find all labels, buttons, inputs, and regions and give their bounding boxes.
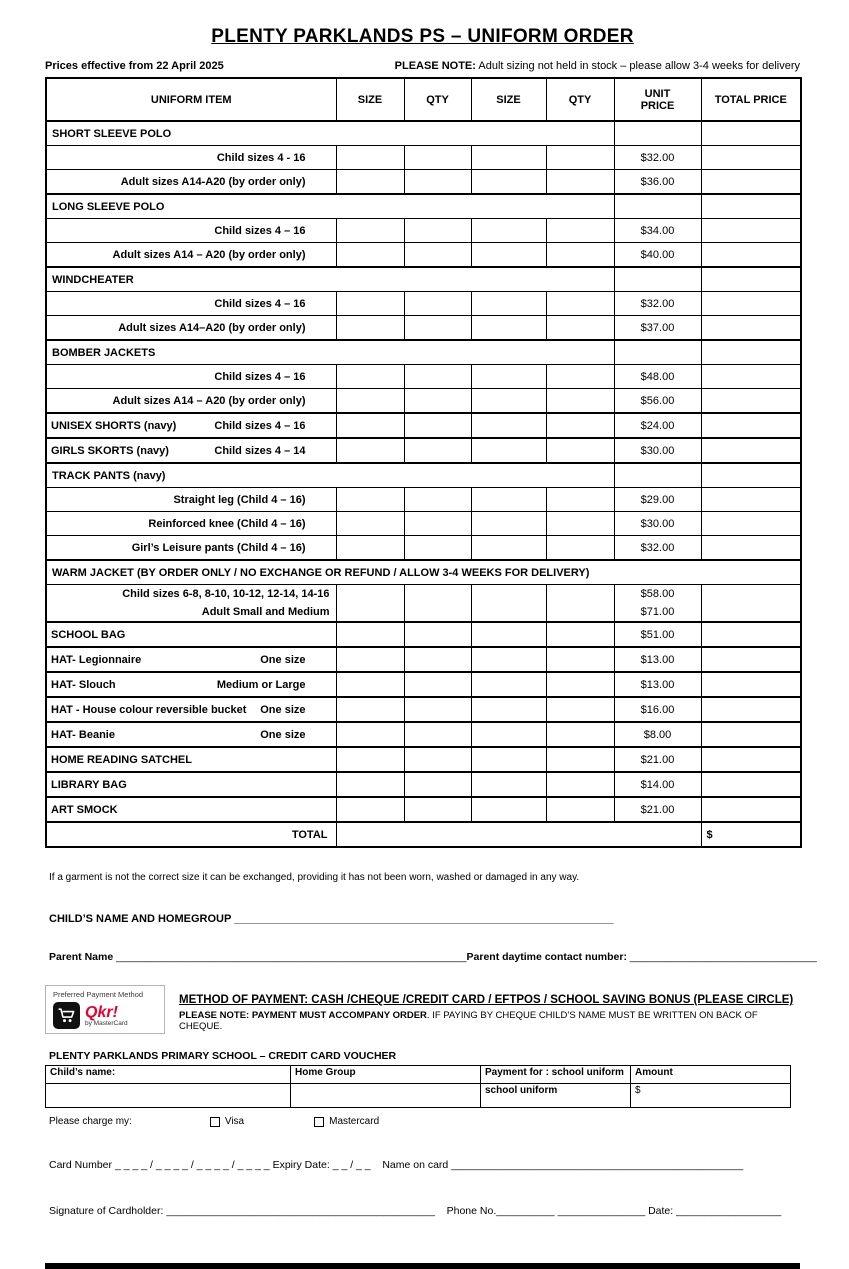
payment-note-bold: PLEASE NOTE: PAYMENT MUST ACCOMPANY ORDER xyxy=(179,1010,427,1021)
item-desc xyxy=(46,697,336,722)
name-on-card-blank-line[interactable]: __________________________________________________ xyxy=(451,1159,744,1171)
col-total-price: TOTAL PRICE xyxy=(701,78,801,121)
size-cell[interactable] xyxy=(336,488,404,512)
size-cell[interactable] xyxy=(336,170,404,195)
qty-cell[interactable] xyxy=(546,438,614,463)
order-table-body xyxy=(46,121,801,822)
item-row xyxy=(46,697,801,722)
unit-price: $40.00 xyxy=(614,243,701,268)
item-name: HAT- Slouch xyxy=(51,678,116,691)
item-row xyxy=(46,365,801,389)
total-price-cell[interactable] xyxy=(701,512,801,536)
section-label: TRACK PANTS (navy) xyxy=(46,463,614,488)
payment-note-line xyxy=(179,1010,800,1032)
item-name: SCHOOL BAG xyxy=(51,628,126,641)
total-price-cell[interactable] xyxy=(701,647,801,672)
total-price-cell[interactable] xyxy=(701,585,801,623)
total-spacer-cell xyxy=(336,822,701,847)
voucher-amount-input[interactable]: $ xyxy=(631,1084,791,1108)
item-desc: Girl’s Leisure pants (Child 4 – 16) xyxy=(46,536,336,561)
size-cell[interactable] xyxy=(471,316,546,341)
voucher-child-name-input[interactable] xyxy=(46,1084,291,1108)
qkr-by-mastercard-text: by MasterCard xyxy=(85,1019,128,1027)
unit-price: $48.00 xyxy=(614,365,701,389)
qty-cell[interactable] xyxy=(546,585,614,623)
sizing-note-text: Adult sizing not held in stock – please allow 3-4 weeks for delivery xyxy=(475,60,800,72)
qkr-wordmark xyxy=(85,1005,128,1027)
qty-cell[interactable] xyxy=(404,146,471,170)
item-desc: Adult sizes A14 – A20 (by order only) xyxy=(46,389,336,414)
size-cell[interactable] xyxy=(336,772,404,797)
total-price-cell[interactable] xyxy=(701,672,801,697)
qty-cell[interactable] xyxy=(546,747,614,772)
item-name: HOME READING SATCHEL xyxy=(51,753,192,766)
qty-cell[interactable] xyxy=(546,488,614,512)
sizing-note-label: PLEASE NOTE: xyxy=(394,60,476,72)
size-cell[interactable] xyxy=(336,585,404,623)
voucher-entry-row xyxy=(46,1084,791,1108)
section-row xyxy=(46,267,801,292)
qty-cell[interactable] xyxy=(546,772,614,797)
size-cell[interactable] xyxy=(336,365,404,389)
section-label: WINDCHEATER xyxy=(46,267,614,292)
item-row xyxy=(46,622,801,647)
item-desc xyxy=(46,722,336,747)
qkr-logo-box xyxy=(45,985,165,1034)
qty-cell[interactable] xyxy=(546,170,614,195)
grand-total-cell[interactable]: $ xyxy=(701,822,801,847)
total-price-cell[interactable] xyxy=(701,747,801,772)
size-cell[interactable] xyxy=(336,647,404,672)
unit-price: $16.00 xyxy=(614,697,701,722)
total-price-cell[interactable] xyxy=(701,170,801,195)
item-row xyxy=(46,722,801,747)
qty-cell[interactable] xyxy=(404,389,471,414)
parent-contact-row xyxy=(49,951,817,963)
qty-cell[interactable] xyxy=(404,697,471,722)
size-cell[interactable] xyxy=(471,219,546,243)
date-label: Date: xyxy=(648,1205,674,1217)
voucher-title: PLENTY PARKLANDS PRIMARY SCHOOL – CREDIT CARD VOUCHER xyxy=(49,1050,397,1062)
phone-blank-line[interactable]: __________ _______________ xyxy=(496,1205,646,1217)
voucher-header-row xyxy=(46,1066,791,1084)
section-row xyxy=(46,340,801,365)
contact-number-blank-line[interactable]: ________________________________ xyxy=(629,951,817,963)
total-price-cell[interactable] xyxy=(701,146,801,170)
size-cell[interactable] xyxy=(471,722,546,747)
qty-cell[interactable] xyxy=(404,243,471,268)
qty-cell[interactable] xyxy=(546,797,614,822)
unit-price-cell xyxy=(614,463,701,488)
qty-cell[interactable] xyxy=(404,316,471,341)
child-name-blank-line[interactable]: ______________________________________________________________ xyxy=(234,913,614,925)
total-price-cell[interactable] xyxy=(701,316,801,341)
col-qty-2: QTY xyxy=(546,78,614,121)
visa-checkbox[interactable] xyxy=(210,1117,220,1127)
size-cell[interactable] xyxy=(336,672,404,697)
size-cell[interactable] xyxy=(471,772,546,797)
qty-cell[interactable] xyxy=(404,292,471,316)
expiry-date-label: Expiry Date: xyxy=(272,1159,330,1171)
payment-method-section xyxy=(45,985,800,1034)
size-cell[interactable] xyxy=(336,536,404,561)
item-row xyxy=(46,146,801,170)
col-qty-1: QTY xyxy=(404,78,471,121)
unit-price-cell xyxy=(614,267,701,292)
col-unit-price xyxy=(614,78,701,121)
qty-cell[interactable] xyxy=(546,697,614,722)
card-number-row xyxy=(49,1159,800,1171)
size-cell[interactable] xyxy=(471,146,546,170)
size-cell[interactable] xyxy=(471,170,546,195)
size-cell[interactable] xyxy=(336,438,404,463)
child-name-homegroup-row xyxy=(49,913,800,925)
section-row xyxy=(46,121,801,146)
item-desc: Child sizes 4 – 16 xyxy=(46,365,336,389)
unit-price: $58.00 $71.00 xyxy=(614,585,701,623)
section-label: BOMBER JACKETS xyxy=(46,340,614,365)
mastercard-label: Mastercard xyxy=(329,1116,380,1127)
size-cell[interactable] xyxy=(336,292,404,316)
qty-cell[interactable] xyxy=(404,622,471,647)
item-row xyxy=(46,292,801,316)
qty-cell[interactable] xyxy=(404,772,471,797)
voucher-home-group-input[interactable] xyxy=(291,1084,481,1108)
item-row xyxy=(46,536,801,561)
qty-cell[interactable] xyxy=(404,219,471,243)
total-price-cell[interactable] xyxy=(701,722,801,747)
size-cell[interactable] xyxy=(336,722,404,747)
qty-cell[interactable] xyxy=(404,488,471,512)
qty-cell[interactable] xyxy=(546,647,614,672)
size-cell[interactable] xyxy=(336,747,404,772)
parent-name-label: Parent Name xyxy=(49,951,114,963)
size-cell[interactable] xyxy=(336,413,404,438)
size-cell[interactable] xyxy=(471,797,546,822)
preferred-payment-label: Preferred Payment Method xyxy=(53,990,144,999)
qty-cell[interactable] xyxy=(404,438,471,463)
item-row xyxy=(46,413,801,438)
method-of-payment-line: METHOD OF PAYMENT: CASH /CHEQUE /CREDIT CARD / EFTPOS / SCHOOL SAVING BONUS (PLEASE CIRCLE) xyxy=(179,994,794,1006)
size-cell[interactable] xyxy=(471,697,546,722)
qty-cell[interactable] xyxy=(546,243,614,268)
qty-cell[interactable] xyxy=(546,365,614,389)
item-row xyxy=(46,488,801,512)
col-size-1: SIZE xyxy=(336,78,404,121)
size-cell[interactable] xyxy=(336,622,404,647)
size-cell[interactable] xyxy=(471,536,546,561)
unit-price: $14.00 xyxy=(614,772,701,797)
total-price-cell[interactable] xyxy=(701,413,801,438)
qty-cell[interactable] xyxy=(546,622,614,647)
section-label: SHORT SLEEVE POLO xyxy=(46,121,614,146)
item-name: HAT- Beanie xyxy=(51,728,115,741)
qty-cell[interactable] xyxy=(546,219,614,243)
item-desc xyxy=(46,672,336,697)
child-name-label: CHILD’S NAME AND HOMEGROUP xyxy=(49,913,232,925)
size-cell[interactable] xyxy=(336,219,404,243)
unit-price: $34.00 xyxy=(614,219,701,243)
qty-cell[interactable] xyxy=(404,170,471,195)
page-footer-bar xyxy=(45,1263,800,1269)
item-size-desc: One size xyxy=(260,653,306,666)
total-price-cell[interactable] xyxy=(701,797,801,822)
payment-note-rest: . IF PAYING BY CHEQUE CHILD’S NAME MUST BE WRITTEN ON BACK OF CHEQUE. xyxy=(179,1010,758,1032)
total-price-cell[interactable] xyxy=(701,622,801,647)
date-blank-line[interactable]: __________________ xyxy=(676,1205,782,1217)
qty-cell[interactable] xyxy=(546,722,614,747)
qty-cell[interactable] xyxy=(404,413,471,438)
item-name: HAT - House colour reversible bucket xyxy=(51,703,247,716)
item-desc xyxy=(46,647,336,672)
unit-price: $30.00 xyxy=(614,438,701,463)
credit-card-voucher-table xyxy=(45,1065,791,1108)
page-title: PLENTY PARKLANDS PS – UNIFORM ORDER xyxy=(211,26,634,47)
total-price-cell[interactable] xyxy=(701,267,801,292)
item-row xyxy=(46,316,801,341)
size-cell[interactable] xyxy=(471,292,546,316)
qty-cell[interactable] xyxy=(546,292,614,316)
unit-price: $21.00 xyxy=(614,797,701,822)
unit-price: $51.00 xyxy=(614,622,701,647)
size-cell[interactable] xyxy=(336,797,404,822)
voucher-payment-for-value: school uniform xyxy=(481,1084,631,1108)
card-number-label: Card Number xyxy=(49,1159,113,1171)
size-cell[interactable] xyxy=(336,697,404,722)
item-desc: Child sizes 6-8, 8-10, 10-12, 12-14, 14-16 Adult Small and Medium xyxy=(46,585,336,623)
qty-cell[interactable] xyxy=(404,512,471,536)
size-cell[interactable] xyxy=(471,512,546,536)
size-cell[interactable] xyxy=(336,512,404,536)
qty-cell[interactable] xyxy=(404,585,471,623)
unit-price: $56.00 xyxy=(614,389,701,414)
qty-cell[interactable] xyxy=(546,146,614,170)
col-uniform-item: UNIFORM ITEM xyxy=(46,78,336,121)
voucher-child-name-label: Child’s name: xyxy=(46,1066,291,1084)
visa-label: Visa xyxy=(224,1116,245,1127)
unit-price: $29.00 xyxy=(614,488,701,512)
item-row xyxy=(46,647,801,672)
item-size-desc: One size xyxy=(260,728,306,741)
item-desc: Child sizes 4 - 16 xyxy=(46,146,336,170)
col-size-2: SIZE xyxy=(471,78,546,121)
charge-card-row xyxy=(49,1116,800,1127)
size-cell[interactable] xyxy=(471,672,546,697)
item-name: ART SMOCK xyxy=(51,803,118,816)
item-row xyxy=(46,585,801,623)
size-cell[interactable] xyxy=(471,243,546,268)
uniform-order-table xyxy=(45,77,802,848)
mastercard-checkbox[interactable] xyxy=(314,1117,324,1127)
signature-label: Signature of Cardholder: xyxy=(49,1205,164,1217)
voucher-payment-for-label: Payment for : school uniform xyxy=(481,1066,631,1084)
item-row xyxy=(46,389,801,414)
phone-label: Phone No. xyxy=(446,1205,497,1217)
qty-cell[interactable] xyxy=(404,536,471,561)
qkr-brand-text: Qkr! xyxy=(85,1003,118,1021)
total-price-cell[interactable] xyxy=(701,340,801,365)
item-desc: Child sizes 4 – 16 xyxy=(46,219,336,243)
item-desc xyxy=(46,438,336,463)
total-price-cell[interactable] xyxy=(701,389,801,414)
total-price-cell[interactable] xyxy=(701,243,801,268)
item-desc xyxy=(46,413,336,438)
unit-price: $30.00 xyxy=(614,512,701,536)
section-row xyxy=(46,463,801,488)
section-row xyxy=(46,560,801,585)
parent-name-blank-line[interactable]: ____________________________________________________________ xyxy=(116,951,467,963)
item-row xyxy=(46,672,801,697)
size-cell[interactable] xyxy=(471,622,546,647)
size-cell[interactable] xyxy=(336,243,404,268)
order-table-header-row xyxy=(46,78,801,121)
unit-price: $13.00 xyxy=(614,647,701,672)
item-row xyxy=(46,170,801,195)
item-row xyxy=(46,747,801,772)
total-price-cell[interactable] xyxy=(701,219,801,243)
col-unit-price-label: UNIT PRICE xyxy=(640,87,675,112)
item-row xyxy=(46,438,801,463)
please-charge-label: Please charge my: xyxy=(49,1116,132,1127)
qty-cell[interactable] xyxy=(404,647,471,672)
qty-cell[interactable] xyxy=(546,672,614,697)
item-name: UNISEX SHORTS (navy) xyxy=(51,419,177,432)
item-desc xyxy=(46,622,336,647)
total-row xyxy=(46,822,801,847)
qty-cell[interactable] xyxy=(546,413,614,438)
voucher-home-group-label: Home Group xyxy=(291,1066,481,1084)
qty-cell[interactable] xyxy=(546,316,614,341)
qty-cell[interactable] xyxy=(546,512,614,536)
total-label: TOTAL xyxy=(46,822,336,847)
total-price-cell[interactable] xyxy=(701,463,801,488)
signature-blank-line[interactable]: ______________________________________________ xyxy=(166,1205,435,1217)
unit-price: $21.00 xyxy=(614,747,701,772)
size-cell[interactable] xyxy=(471,647,546,672)
voucher-amount-label: Amount xyxy=(631,1066,791,1084)
section-row xyxy=(46,194,801,219)
item-row xyxy=(46,512,801,536)
sizing-note xyxy=(395,60,800,72)
prices-effective-text: Prices effective from 22 April 2025 xyxy=(45,60,224,72)
qty-cell[interactable] xyxy=(546,389,614,414)
size-cell[interactable] xyxy=(471,365,546,389)
size-cell[interactable] xyxy=(471,488,546,512)
item-size-desc: One size xyxy=(260,703,306,716)
item-name: HAT- Legionnaire xyxy=(51,653,142,666)
exchange-policy-note: If a garment is not the correct size it can be exchanged, providing it has not been worn, washed or damaged in any way. xyxy=(49,872,580,883)
size-cell[interactable] xyxy=(471,438,546,463)
size-cell[interactable] xyxy=(471,413,546,438)
item-desc: Straight leg (Child 4 – 16) xyxy=(46,488,336,512)
size-cell[interactable] xyxy=(336,389,404,414)
contact-number-label: Parent daytime contact number: xyxy=(466,951,627,963)
item-desc xyxy=(46,797,336,822)
section-label: WARM JACKET (BY ORDER ONLY / NO EXCHANGE OR REFUND / ALLOW 3-4 WEEKS FOR DELIVERY) xyxy=(46,560,801,585)
unit-price: $37.00 xyxy=(614,316,701,341)
item-name: GIRLS SKORTS (navy) xyxy=(51,444,169,457)
qty-cell[interactable] xyxy=(404,747,471,772)
item-size-desc: Child sizes 4 – 16 xyxy=(214,419,306,432)
unit-price: $24.00 xyxy=(614,413,701,438)
item-desc: Child sizes 4 – 16 xyxy=(46,292,336,316)
item-desc: Reinforced knee (Child 4 – 16) xyxy=(46,512,336,536)
section-label: LONG SLEEVE POLO xyxy=(46,194,614,219)
unit-price: $32.00 xyxy=(614,146,701,170)
card-number-blanks[interactable]: _ _ _ _ / _ _ _ _ / _ _ _ _ / _ _ _ _ xyxy=(114,1159,270,1171)
qty-cell[interactable] xyxy=(404,365,471,389)
total-price-cell[interactable] xyxy=(701,697,801,722)
unit-price-cell xyxy=(614,121,701,146)
total-price-cell[interactable] xyxy=(701,365,801,389)
qkr-logo xyxy=(53,1002,157,1029)
unit-price: $8.00 xyxy=(614,722,701,747)
total-price-cell[interactable] xyxy=(701,488,801,512)
total-price-cell[interactable] xyxy=(701,536,801,561)
item-row xyxy=(46,243,801,268)
size-cell[interactable] xyxy=(336,316,404,341)
item-row xyxy=(46,772,801,797)
item-row xyxy=(46,219,801,243)
item-row xyxy=(46,797,801,822)
total-price-cell[interactable] xyxy=(701,121,801,146)
size-cell[interactable] xyxy=(471,585,546,623)
item-desc: Adult sizes A14–A20 (by order only) xyxy=(46,316,336,341)
payment-method-text xyxy=(179,985,800,1032)
qty-cell[interactable] xyxy=(546,536,614,561)
total-price-cell[interactable] xyxy=(701,292,801,316)
total-price-cell[interactable] xyxy=(701,438,801,463)
total-price-cell[interactable] xyxy=(701,772,801,797)
size-cell[interactable] xyxy=(471,747,546,772)
unit-price: $13.00 xyxy=(614,672,701,697)
unit-price: $32.00 xyxy=(614,292,701,316)
unit-price-cell xyxy=(614,194,701,219)
item-size-desc: Medium or Large xyxy=(216,678,306,691)
unit-price-cell xyxy=(614,340,701,365)
size-cell[interactable] xyxy=(336,146,404,170)
signature-row xyxy=(49,1205,800,1217)
item-desc xyxy=(46,772,336,797)
unit-price: $32.00 xyxy=(614,536,701,561)
item-desc xyxy=(46,747,336,772)
subheader xyxy=(45,60,800,72)
qty-cell[interactable] xyxy=(404,722,471,747)
qty-cell[interactable] xyxy=(404,797,471,822)
unit-price: $36.00 xyxy=(614,170,701,195)
total-price-cell[interactable] xyxy=(701,194,801,219)
qty-cell[interactable] xyxy=(404,672,471,697)
expiry-date-blanks[interactable]: _ _ / _ _ xyxy=(332,1159,371,1171)
item-name: LIBRARY BAG xyxy=(51,778,127,791)
item-desc: Adult sizes A14 – A20 (by order only) xyxy=(46,243,336,268)
name-on-card-label: Name on card xyxy=(382,1159,449,1171)
qkr-cart-icon xyxy=(53,1002,80,1029)
size-cell[interactable] xyxy=(471,389,546,414)
item-size-desc: Child sizes 4 – 14 xyxy=(214,444,306,457)
item-desc: Adult sizes A14-A20 (by order only) xyxy=(46,170,336,195)
